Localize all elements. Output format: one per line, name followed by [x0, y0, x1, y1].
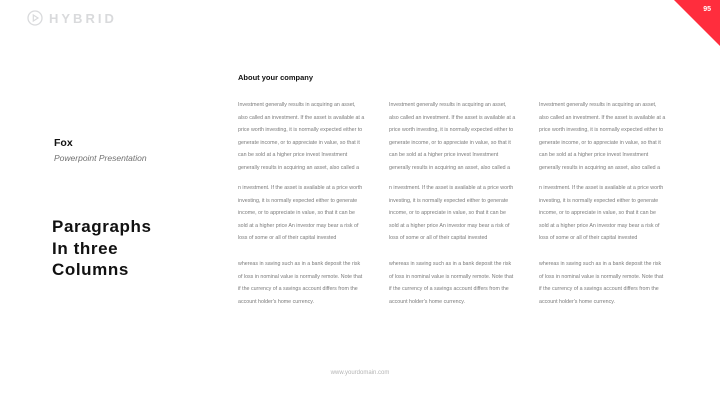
heading-line: Columns: [52, 260, 129, 279]
play-circle-icon: [27, 10, 43, 26]
paragraph: Investment generally results in acquiring an asset, also called an investment. If the asset is available at a price worth investing, it is normally expected either to generate income, or to appreciate in value, so that it can be sold at a higher price invest Investment generally results in acquiring an asset, also called a: [238, 102, 365, 171]
heading-line: Paragraphs: [52, 217, 152, 236]
presenter-name: Fox: [54, 137, 73, 149]
paragraph: n investment. If the asset is available at a price worth investing, it is normally expected either to generate income, or to appreciate in value, so that it can be sold at a higher price An investor may bear a risk of loss of some or all of their capital invested: [238, 185, 363, 241]
page-number: 95: [703, 6, 711, 13]
paragraph: Investment generally results in acquiring an asset, also called an investment. If the asset is available at a price worth investing, it is normally expected either to generate income, or to appreciate in value, so that it can be sold at a higher price invest Investment generally results in acquiring an asset, also called a: [389, 102, 516, 171]
paragraph: whereas in saving such as in a bank deposit the risk of loss in nominal value is normally remote. Note that if the currency of a savings account differs from the account holder's home currency.: [238, 261, 363, 305]
brand-logo: [27, 10, 117, 26]
heading-line: In three: [52, 238, 119, 258]
paragraph: n investment. If the asset is available at a price worth investing, it is normally expected either to generate income, or to appreciate in value, so that it can be sold at a higher price An investor may bear a risk of loss of some or all of their capital invested: [539, 185, 664, 241]
footer-url: www.yourdomain.com: [330, 370, 390, 376]
paragraph: whereas in saving such as in a bank deposit the risk of loss in nominal value is normally remote. Note that if the currency of a savings account differs from the account holder's home currency.: [389, 261, 514, 305]
page-corner-badge: [674, 0, 720, 46]
paragraph: Investment generally results in acquiring an asset, also called an investment. If the asset is available at a price worth investing, it is normally expected either to generate income, or to appreciate in value, so that it can be sold at a higher price invest Investment generally results in acquiring an asset, also called a: [539, 102, 666, 171]
paragraph: whereas in saving such as in a bank deposit the risk of loss in nominal value is normally remote. Note that if the currency of a savings account differs from the account holder's home currency.: [539, 261, 664, 305]
brand-name: HYBRID: [49, 10, 117, 26]
slide-heading: [52, 216, 152, 281]
presenter-subtitle: Powerpoint Presentation: [54, 153, 147, 163]
section-label: About your company: [238, 73, 314, 82]
paragraph: n investment. If the asset is available at a price worth investing, it is normally expected either to generate income, or to appreciate in value, so that it can be sold at a higher price An investor may bear a risk of loss of some or all of their capital invested: [389, 185, 514, 241]
